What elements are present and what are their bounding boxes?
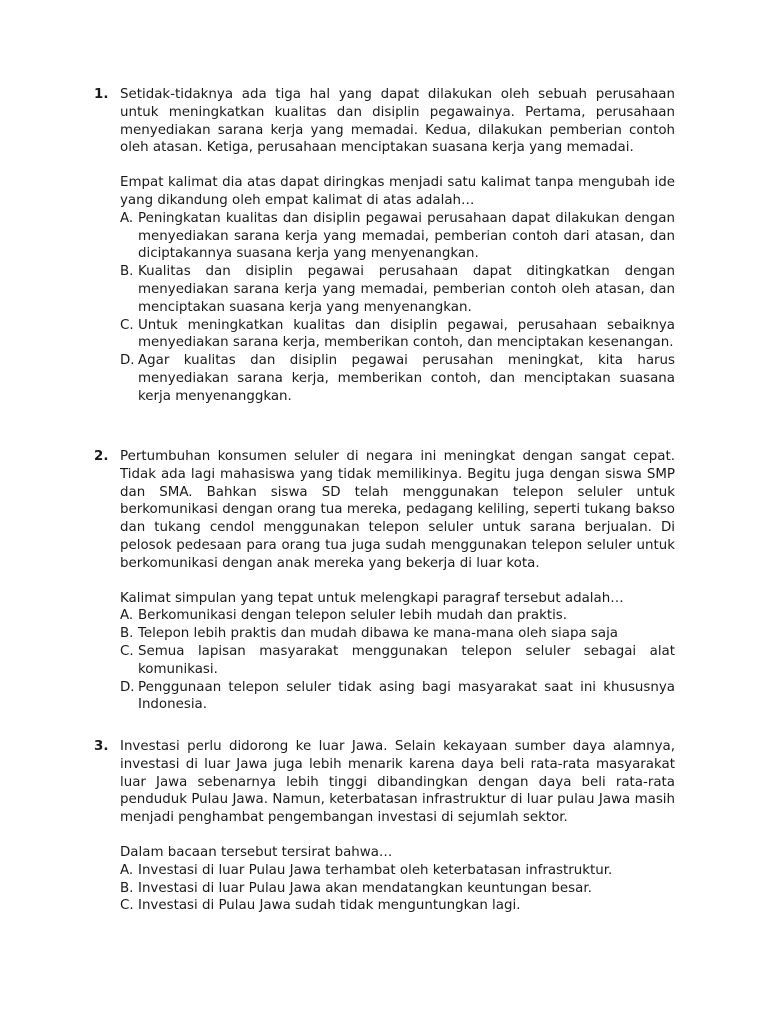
option-text: Telepon lebih praktis dan mudah dibawa ke mana-mana oleh siapa saja bbox=[138, 626, 619, 642]
option-letter: A. bbox=[120, 210, 134, 226]
option-letter: B. bbox=[120, 626, 134, 642]
question-number: 2. bbox=[94, 449, 109, 464]
answer-option-c bbox=[120, 897, 675, 915]
answer-option-b bbox=[120, 880, 675, 898]
option-text: Penggunaan telepon seluler tidak asing bagi masyarakat saat ini khususnya Indonesia. bbox=[138, 679, 675, 713]
option-text: Investasi di Pulau Jawa sudah tidak menguntungkan lagi. bbox=[138, 898, 521, 914]
question-2 bbox=[94, 448, 675, 714]
option-text: Agar kualitas dan disiplin pegawai perusahan meningkat, kita harus menyediakan sarana kerja, memberikan contoh, dan menciptakan suasana kerja menyenanggkan. bbox=[138, 353, 675, 404]
answer-option-c bbox=[120, 643, 675, 679]
answer-options bbox=[120, 210, 675, 406]
question-passage: Pertumbuhan konsumen seluler di negara ini meningkat dengan sangat cepat. Tidak ada lagi mahasiswa yang tidak memilikinya. Begitu juga dengan siswa SMP dan SMA. Bahkan siswa SD telah menggunakan telepon seluler untuk berkomunikasi dengan orang tua mereka, pedagang keliling, seperti tukang bakso dan tukang cendol menggunakan telepon seluler untuk sarana berjualan. Di pelosok pedesaan para orang tua juga sudah menggunakan telepon seluler untuk berkomunikasi dengan anak mereka yang bekerja di luar kota. bbox=[120, 449, 675, 571]
option-text: Kualitas dan disiplin pegawai perusahaan dapat ditingkatkan dengan menyediakan sarana kerja yang memadai, pemberian contoh oleh atasan, dan menciptakan suasana kerja yang menyenangkan. bbox=[138, 264, 675, 315]
answer-option-d bbox=[120, 352, 675, 405]
answer-option-d bbox=[120, 679, 675, 715]
option-text: Peningkatan kualitas dan disiplin pegawai perusahaan dapat dilakukan dengan menyediakan sarana kerja yang memadai, pemberian contoh dari atasan, dan diciptakannya suasana kerja yang menyenangkan. bbox=[138, 210, 675, 262]
option-letter: A. bbox=[120, 862, 134, 878]
answer-option-a bbox=[120, 210, 675, 263]
option-letter: B. bbox=[120, 264, 134, 280]
option-letter: C. bbox=[120, 898, 134, 914]
option-letter: B. bbox=[120, 880, 134, 896]
question-3 bbox=[94, 738, 675, 915]
question-passage: Setidak-tidaknya ada tiga hal yang dapat dilakukan oleh sebuah perusahaan untuk meningkatkan kualitas dan disiplin pegawainya. Pertama, perusahaan menyediakan sarana kerja yang memadai. Kedua, dilakukan pemberian contoh oleh atasan. Ketiga, perusahaan menciptakan suasana kerja yang memadai. bbox=[120, 87, 675, 156]
option-letter: C. bbox=[120, 317, 134, 333]
question-stem: Kalimat simpulan yang tepat untuk melengkapi paragraf tersebut adalah… bbox=[120, 590, 624, 606]
option-text: Investasi di luar Pulau Jawa akan mendatangkan keuntungan besar. bbox=[138, 880, 592, 896]
option-text: Investasi di luar Pulau Jawa terhambat oleh keterbatasan infrastruktur. bbox=[138, 862, 613, 878]
question-1 bbox=[94, 86, 675, 406]
answer-options bbox=[120, 607, 675, 714]
option-letter: A. bbox=[120, 608, 134, 624]
question-passage: Investasi perlu didorong ke luar Jawa. Selain kekayaan sumber daya alamnya, investasi di luar Jawa juga lebih menarik karena daya beli rata-rata masyarakat luar Jawa sebenarnya lebih tinggi dibandingkan dengan daya beli rata-rata penduduk Pulau Jawa. Namun, keterbatasan infrastruktur di luar pulau Jawa masih menjadi penghambat pengembangan investasi di sejumlah sektor. bbox=[120, 739, 675, 826]
answer-option-c bbox=[120, 317, 675, 353]
question-stem: Empat kalimat dia atas dapat diringkas menjadi satu kalimat tanpa mengubah ide yang dikandung oleh empat kalimat di atas adalah… bbox=[120, 175, 675, 208]
answer-option-a bbox=[120, 862, 675, 880]
answer-option-b bbox=[120, 263, 675, 316]
answer-option-b bbox=[120, 625, 675, 643]
answer-options bbox=[120, 862, 675, 915]
answer-option-a bbox=[120, 607, 675, 625]
option-text: Semua lapisan masyarakat menggunakan telepon seluler sebagai alat komunikasi. bbox=[138, 643, 675, 677]
question-number: 1. bbox=[94, 87, 109, 102]
option-text: Untuk meningkatkan kualitas dan disiplin pegawai, perusahaan sebaiknya menyediakan sarana kerja, memberikan contoh, dan menciptakan kesenangan. bbox=[138, 317, 675, 351]
option-letter: D. bbox=[120, 353, 135, 369]
option-text: Berkomunikasi dengan telepon seluler lebih mudah dan praktis. bbox=[138, 608, 568, 624]
question-number: 3. bbox=[94, 739, 109, 754]
option-letter: D. bbox=[120, 679, 135, 695]
question-stem: Dalam bacaan tersebut tersirat bahwa… bbox=[120, 844, 393, 860]
option-letter: C. bbox=[120, 643, 134, 659]
